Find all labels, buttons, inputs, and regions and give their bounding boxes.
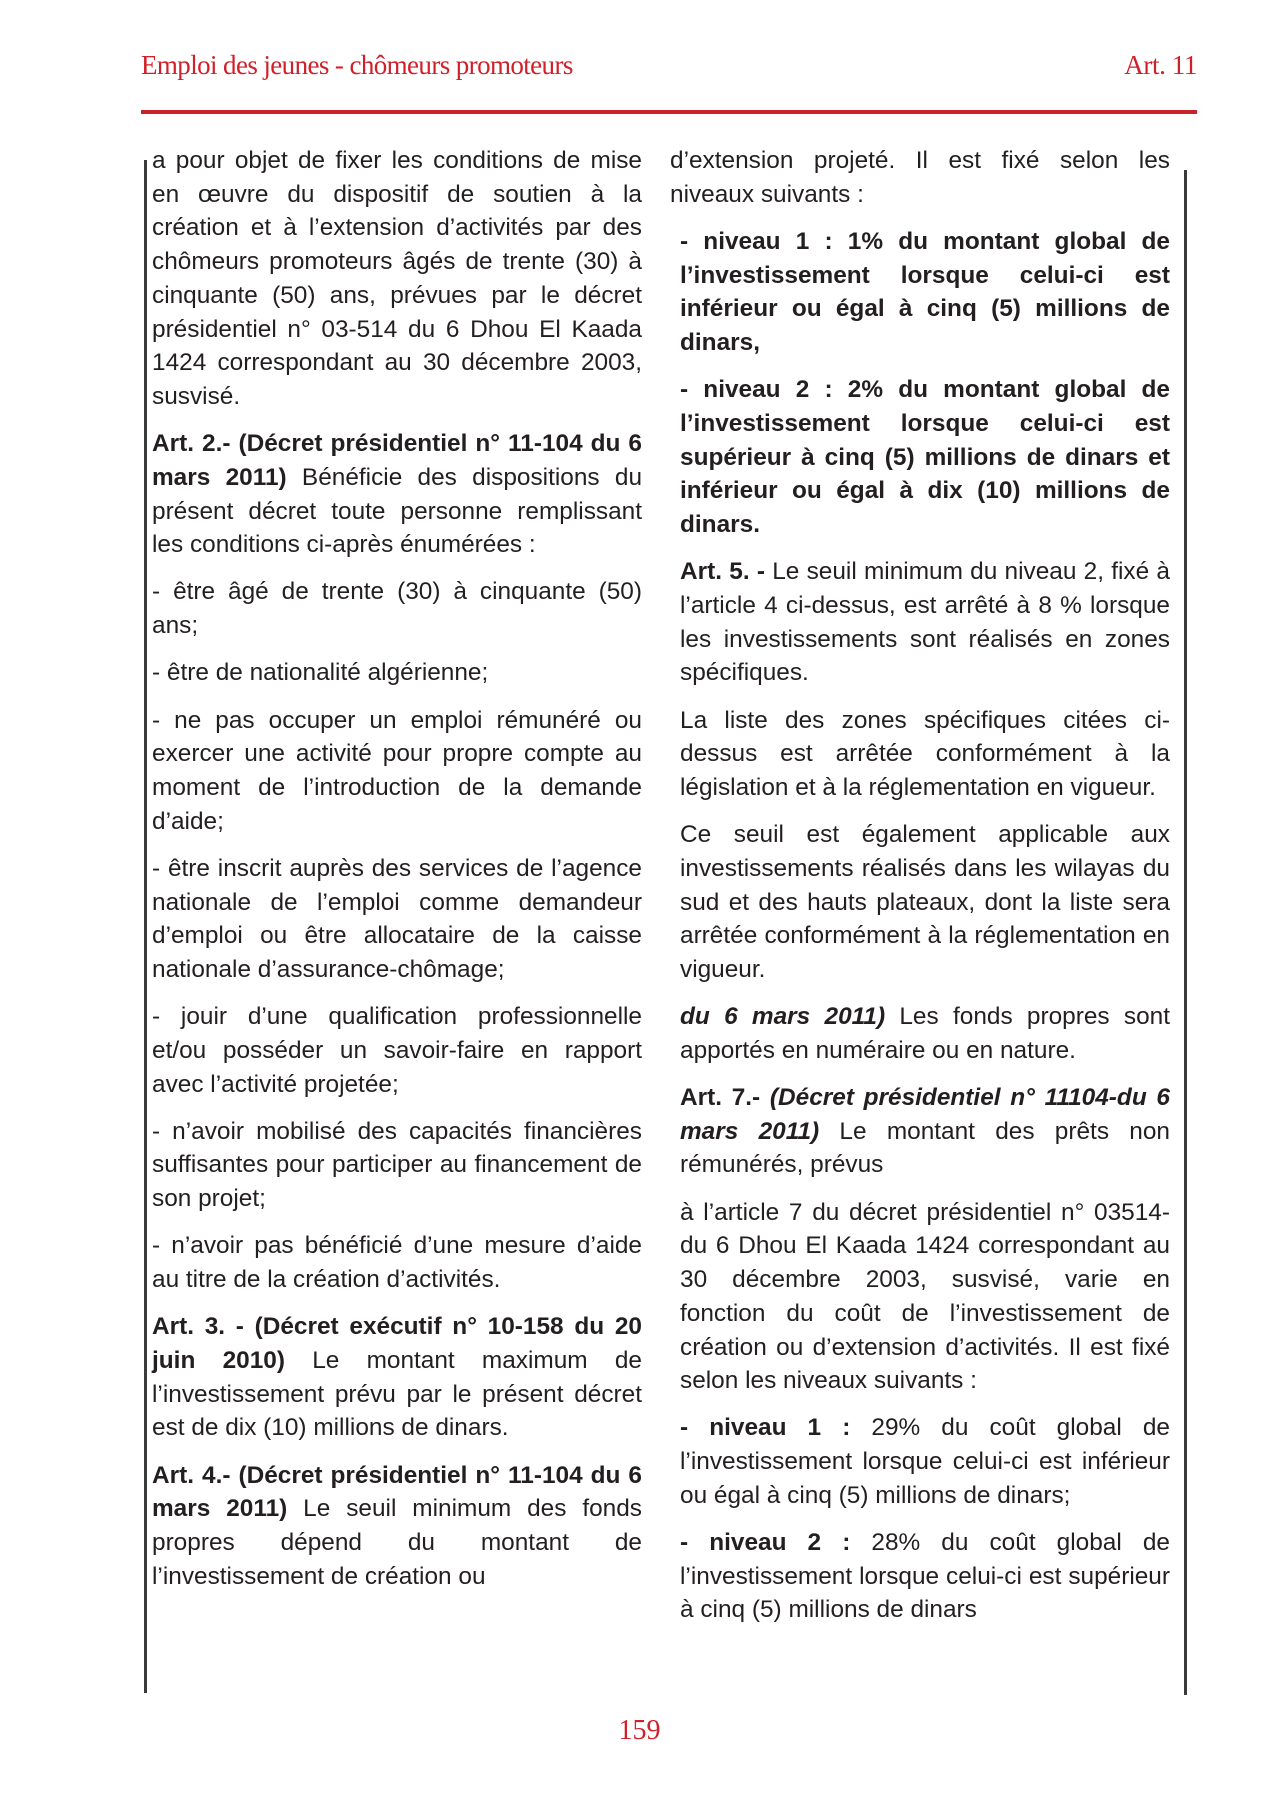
fonds-level-2: - niveau 2 : 2% du montant global de l’investissement lorsque celui-ci est supérieur à cinq (5) millions de dinars et inférieur ou égal à dix (10) millions de dinars. xyxy=(680,376,1170,539)
article-5 xyxy=(680,555,1170,690)
loan-level-1-label: - niveau 1 : xyxy=(680,1414,851,1442)
loan-level-2-body: 28% du coût global de l’investissement lorsque celui-ci est supérieur à cinq (5) millions de dinars xyxy=(680,1529,1170,1624)
loan-level-2 xyxy=(680,1526,1170,1627)
loan-level-1 xyxy=(680,1411,1170,1512)
condition-item: - ne pas occuper un emploi rémunéré ou exercer une activité pour propre compte au moment de l’introduction de la demande d’aide; xyxy=(152,706,642,835)
article-7-label: Art. 7.- xyxy=(680,1084,770,1112)
fonds-level-1: - niveau 1 : 1% du montant global de l’investissement lorsque celui-ci est inférieur ou égal à cinq (5) millions de dinars, xyxy=(680,227,1170,357)
intro-paragraph: a pour objet de fixer les conditions de mise en œuvre du dispositif de soutien à la création et à l’extension d’activités par des chômeurs promoteurs âgés de trente (30) à cinquante (50) ans, prévues par le décret présidentiel n° 03-514 du 6 Dhou El Kaada 1424 correspondant au 30 décembre 2003, susvisé. xyxy=(152,147,642,410)
article-4 xyxy=(152,1459,642,1594)
article-6-body: Les fonds propres sont apportés en numéraire ou en nature. xyxy=(680,1003,1171,1064)
continuation-paragraph: d’extension projeté. Il est fixé selon les niveaux suivants : xyxy=(670,147,1170,208)
page-number: 159 xyxy=(618,1715,661,1746)
article-reference: Art. 11 xyxy=(1124,50,1197,80)
running-title: Emploi des jeunes - chômeurs promoteurs xyxy=(141,50,573,80)
zones-paragraph: La liste des zones spécifiques citées ci-dessus est arrêtée conformément à la législation et à la réglementation en vigueur. xyxy=(680,706,1170,801)
article-7 xyxy=(680,1081,1170,1182)
article-3-heading: Art. 3. - (Décret exécutif n° 10-158 du 20 juin 2010) xyxy=(152,1313,642,1374)
seuil-paragraph: Ce seuil est également applicable aux investissements réalisés dans les wilayas du sud et des hauts plateaux, dont la liste sera arrêtée conformément à la réglementation en vigueur. xyxy=(680,821,1170,983)
left-column xyxy=(152,144,642,1607)
condition-item: - jouir d’une qualification professionnelle et/ou posséder un savoir-faire en rapport avec l’activité projetée; xyxy=(152,1003,642,1098)
article-4-heading: Art. 4.- (Décret présidentiel n° 11-104 du 6 mars 2011) xyxy=(152,1461,642,1523)
right-column-rule xyxy=(1184,170,1187,1695)
loan-level-1-body: 29% du coût global de l’investissement lorsque celui-ci est inférieur ou égal à cinq (5) millions de dinars; xyxy=(680,1414,1170,1509)
left-column-rule xyxy=(144,160,147,1693)
condition-item: - être âgé de trente (30) à cinquante (50) ans; xyxy=(152,578,642,640)
condition-item: - n’avoir pas bénéficié d’une mesure d’aide au titre de la création d’activités. xyxy=(152,1232,642,1294)
right-column xyxy=(670,144,1171,1641)
condition-item: - être de nationalité algérienne; xyxy=(152,659,489,687)
article-7-heading: (Décret présidentiel n° 11104-du 6 mars 2011) xyxy=(680,1084,1170,1145)
article-4-body: Le seuil minimum des fonds propres dépend du montant de l’investissement de création ou xyxy=(152,1495,643,1590)
article-2-heading: Art. 2.- (Décret présidentiel n° 11-104 du 6 mars 2011) xyxy=(152,430,642,491)
article-5-heading: Art. 5. - xyxy=(680,558,765,586)
article-5-body: Le seuil minimum du niveau 2, fixé à l’article 4 ci-dessus, est arrêté à 8 % lorsque les investissements sont réalisés en zones spécifiques. xyxy=(680,558,1170,687)
article-6 xyxy=(680,1000,1170,1067)
article-3-body: Le montant maximum de l’investissement prévu par le présent décret est de dix (10) millions de dinars. xyxy=(152,1347,642,1442)
article-2-body: Bénéficie des dispositions du présent décret toute personne remplissant les conditions ci-après énumérées : xyxy=(152,463,643,559)
article-7-continuation: à l’article 7 du décret présidentiel n° 03514-du 6 Dhou El Kaada 1424 correspondant au 30 décembre 2003, susvisé, varie en fonction du coût de l’investissement de création ou d’extension d’activités. Il est fixé selon les niveaux suivants : xyxy=(680,1198,1170,1395)
article-6-heading: du 6 mars 2011) xyxy=(680,1003,886,1031)
article-7-body: Le montant des prêts non rémunérés, prévus xyxy=(680,1117,1170,1179)
condition-item: - être inscrit auprès des services de l’agence nationale de l’emploi comme demandeur d’emploi ou être allocataire de la caisse nationale d’assurance-chômage; xyxy=(152,854,642,983)
condition-item: - n’avoir mobilisé des capacités financières suffisantes pour participer au financement de son projet; xyxy=(152,1117,642,1213)
loan-level-2-label: - niveau 2 : xyxy=(680,1529,851,1557)
article-2 xyxy=(152,427,642,562)
header-divider xyxy=(141,110,1197,114)
article-3 xyxy=(152,1310,642,1445)
